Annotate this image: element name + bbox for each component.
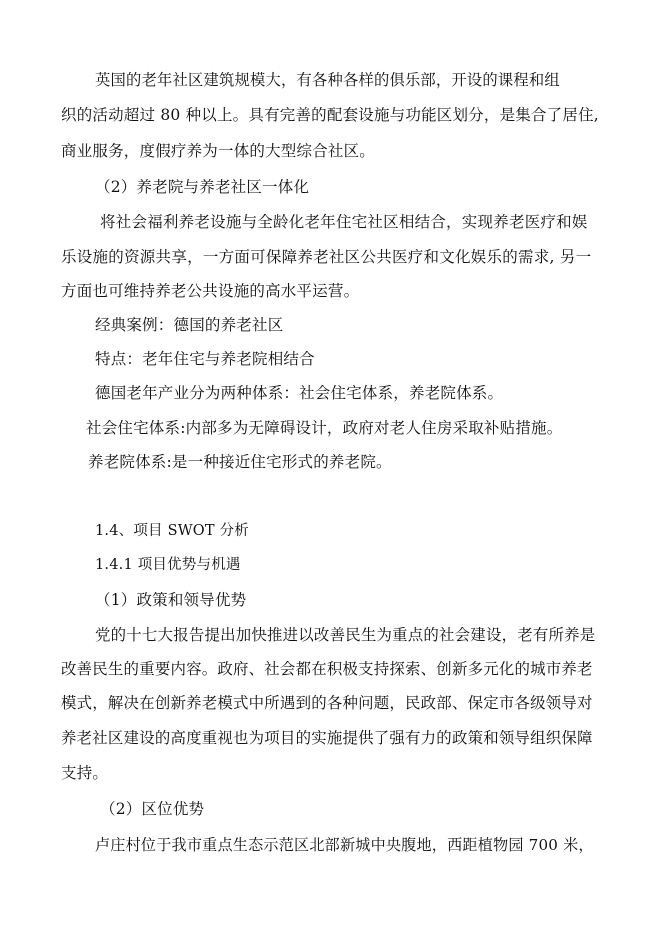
example-label: 经典案例：德国的养老社区 bbox=[95, 316, 284, 334]
paragraph-line: 养老院体系:是一种接近住宅形式的养老院。 bbox=[88, 453, 392, 471]
subsection-heading: 1.4.1 项目优势与机遇 bbox=[95, 557, 241, 573]
feature-label: 特点：老年住宅与养老院相结合 bbox=[95, 350, 315, 368]
paragraph-line: 社会住宅体系:内部多为无障碍设计，政府对老人住房采取补贴措施。 bbox=[86, 419, 563, 437]
subsection-heading: （2）区位优势 bbox=[100, 800, 205, 818]
paragraph-line: 方面也可维持养老公共设施的高水平运营。 bbox=[61, 282, 360, 300]
paragraph-line: 乐设施的资源共享，一方面可保障养老社区公共医疗和文化娱乐的需求, 另一 bbox=[61, 248, 592, 266]
paragraph-line: 商业服务，度假疗养为一体的大型综合社区。 bbox=[61, 142, 376, 160]
paragraph-line: 改善民生的重要内容。政府、社会都在积极支持探索、创新多元化的城市养老 bbox=[61, 660, 593, 678]
paragraph-line: 支持。 bbox=[61, 764, 109, 782]
paragraph-line: 英国的老年社区建筑规模大，有各种各样的俱乐部，开设的课程和组 bbox=[95, 71, 560, 89]
section-heading: 1.4、项目 SWOT 分析 bbox=[95, 523, 249, 539]
paragraph-line: 卢庄村位于我市重点生态示范区北部新城中央腹地，西距植物园 700 米， bbox=[95, 836, 594, 854]
subsection-heading: （1）政策和领导优势 bbox=[95, 591, 247, 609]
paragraph-line: 织的活动超过 80 种以上。具有完善的配套设施与功能区划分，是集合了居住, bbox=[61, 106, 599, 124]
paragraph-line: 党的十七大报告提出加快推进以改善民生为重点的社会建设，老有所养是 bbox=[95, 626, 596, 644]
paragraph-line: 模式，解决在创新养老模式中所遇到的各种问题，民政部、保定市各级领导对 bbox=[61, 694, 593, 712]
section-heading: （2）养老院与养老社区一体化 bbox=[95, 178, 310, 196]
paragraph-line: 德国老年产业分为两种体系：社会住宅体系，养老院体系。 bbox=[95, 384, 504, 402]
paragraph-line: 养老社区建设的高度重视也为项目的实施提供了强有力的政策和领导组织保障 bbox=[61, 729, 593, 747]
paragraph-line: 将社会福利养老设施与全龄化老年住宅社区相结合，实现养老医疗和娱 bbox=[100, 213, 588, 231]
